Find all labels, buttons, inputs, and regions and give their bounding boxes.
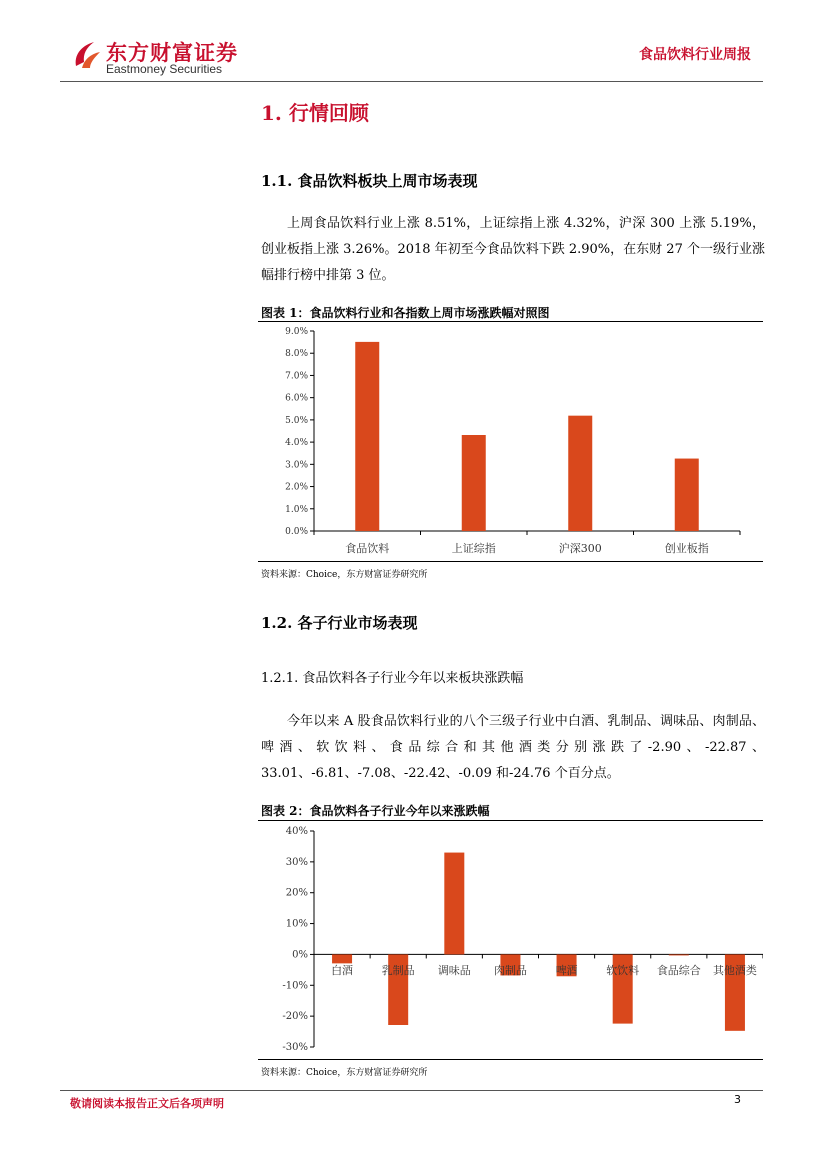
figure-1-title: 图表 1：食品饮料行业和各指数上周市场涨跌幅对照图 — [261, 306, 550, 320]
figure-1-bottom-rule — [258, 561, 763, 562]
y-tick-label: 0.0% — [285, 527, 308, 537]
y-tick-label: 1.0% — [285, 504, 308, 515]
y-tick-label: 30% — [285, 856, 308, 868]
x-tick-label: 软饮料 — [606, 964, 640, 977]
y-tick-label: 8.0% — [285, 349, 308, 360]
x-tick-label: 上证综指 — [451, 542, 496, 555]
y-tick-label: -20% — [282, 1011, 308, 1023]
logo-name-en: Eastmoney Securities — [106, 62, 223, 76]
figure-2-source: 资料来源：Choice，东方财富证券研究所 — [261, 1068, 428, 1078]
y-tick-label: 20% — [285, 887, 308, 899]
x-tick-label: 食品综合 — [656, 964, 701, 977]
page-number: 3 — [734, 1093, 741, 1106]
y-tick-label: 9.0% — [285, 327, 308, 337]
x-tick-label: 沪深300 — [558, 542, 602, 555]
x-tick-label: 乳制品 — [381, 964, 415, 977]
section-1-1-paragraph: 上周食品饮料行业上涨 8.51%，上证综指上涨 4.32%，沪深 300 上涨 5.19%，创业板指上涨 3.26%。2018 年初至今食品饮料下跌 2.90%，在东财 27 个一级行业涨幅排行榜中排第 3 位。 — [261, 216, 765, 283]
y-tick-label: -10% — [282, 980, 308, 992]
x-tick-label: 调味品 — [437, 964, 471, 977]
figure-2-chart — [258, 821, 763, 1058]
eastmoney-logo-icon — [70, 38, 104, 72]
report-type: 食品饮料行业周报 — [639, 47, 751, 63]
y-tick-label: 10% — [285, 918, 308, 930]
x-tick-label: 肉制品 — [493, 964, 527, 977]
figure-1-chart — [258, 322, 763, 560]
x-tick-label: 创业板指 — [664, 542, 709, 555]
bar — [669, 954, 689, 955]
section-1-title: 1. 行情回顾 — [261, 101, 369, 125]
bar — [462, 435, 486, 531]
x-tick-label: 其他酒类 — [712, 964, 757, 977]
figure-1-source: 资料来源：Choice，东方财富证券研究所 — [261, 570, 428, 580]
x-tick-label: 食品饮料 — [345, 542, 390, 555]
header-divider — [60, 81, 763, 82]
y-tick-label: -30% — [282, 1042, 308, 1053]
bar — [355, 342, 379, 531]
x-tick-label: 白酒 — [331, 964, 354, 977]
x-tick-label: 啤酒 — [555, 964, 578, 977]
section-1-1-title: 1.1. 食品饮料板块上周市场表现 — [261, 172, 478, 190]
bar — [675, 459, 699, 531]
y-tick-label: 6.0% — [285, 393, 308, 404]
section-1-2-title: 1.2. 各子行业市场表现 — [261, 614, 418, 632]
y-tick-label: 7.0% — [285, 371, 308, 382]
footer-disclaimer: 敬请阅读本报告正文后各项声明 — [70, 1097, 224, 1110]
section-1-2-1-paragraph: 今年以来 A 股食品饮料行业的八个三级子行业中白酒、乳制品、调味品、肉制品、啤酒、软饮料、食品综合和其他酒类分别涨跌了-2.90、-22.87、33.01、-6.81、-7.08、-22.42、-0.09 和-24.76 个百分点。 — [261, 714, 765, 781]
bar — [332, 954, 352, 963]
y-tick-label: 3.0% — [285, 460, 308, 471]
section-1-2-1-title: 1.2.1. 食品饮料各子行业今年以来板块涨跌幅 — [261, 671, 524, 686]
y-tick-label: 0% — [292, 949, 308, 961]
logo-name-cn: 东方财富证券 — [106, 41, 238, 65]
footer-divider — [60, 1090, 763, 1091]
y-tick-label: 4.0% — [285, 438, 308, 449]
bar — [444, 853, 464, 955]
y-tick-label: 5.0% — [285, 415, 308, 426]
bar — [568, 416, 592, 531]
figure-2-bottom-rule — [258, 1059, 763, 1060]
y-tick-label: 40% — [285, 826, 308, 837]
y-tick-label: 2.0% — [285, 482, 308, 493]
figure-2-title: 图表 2：食品饮料各子行业今年以来涨跌幅 — [261, 804, 490, 818]
